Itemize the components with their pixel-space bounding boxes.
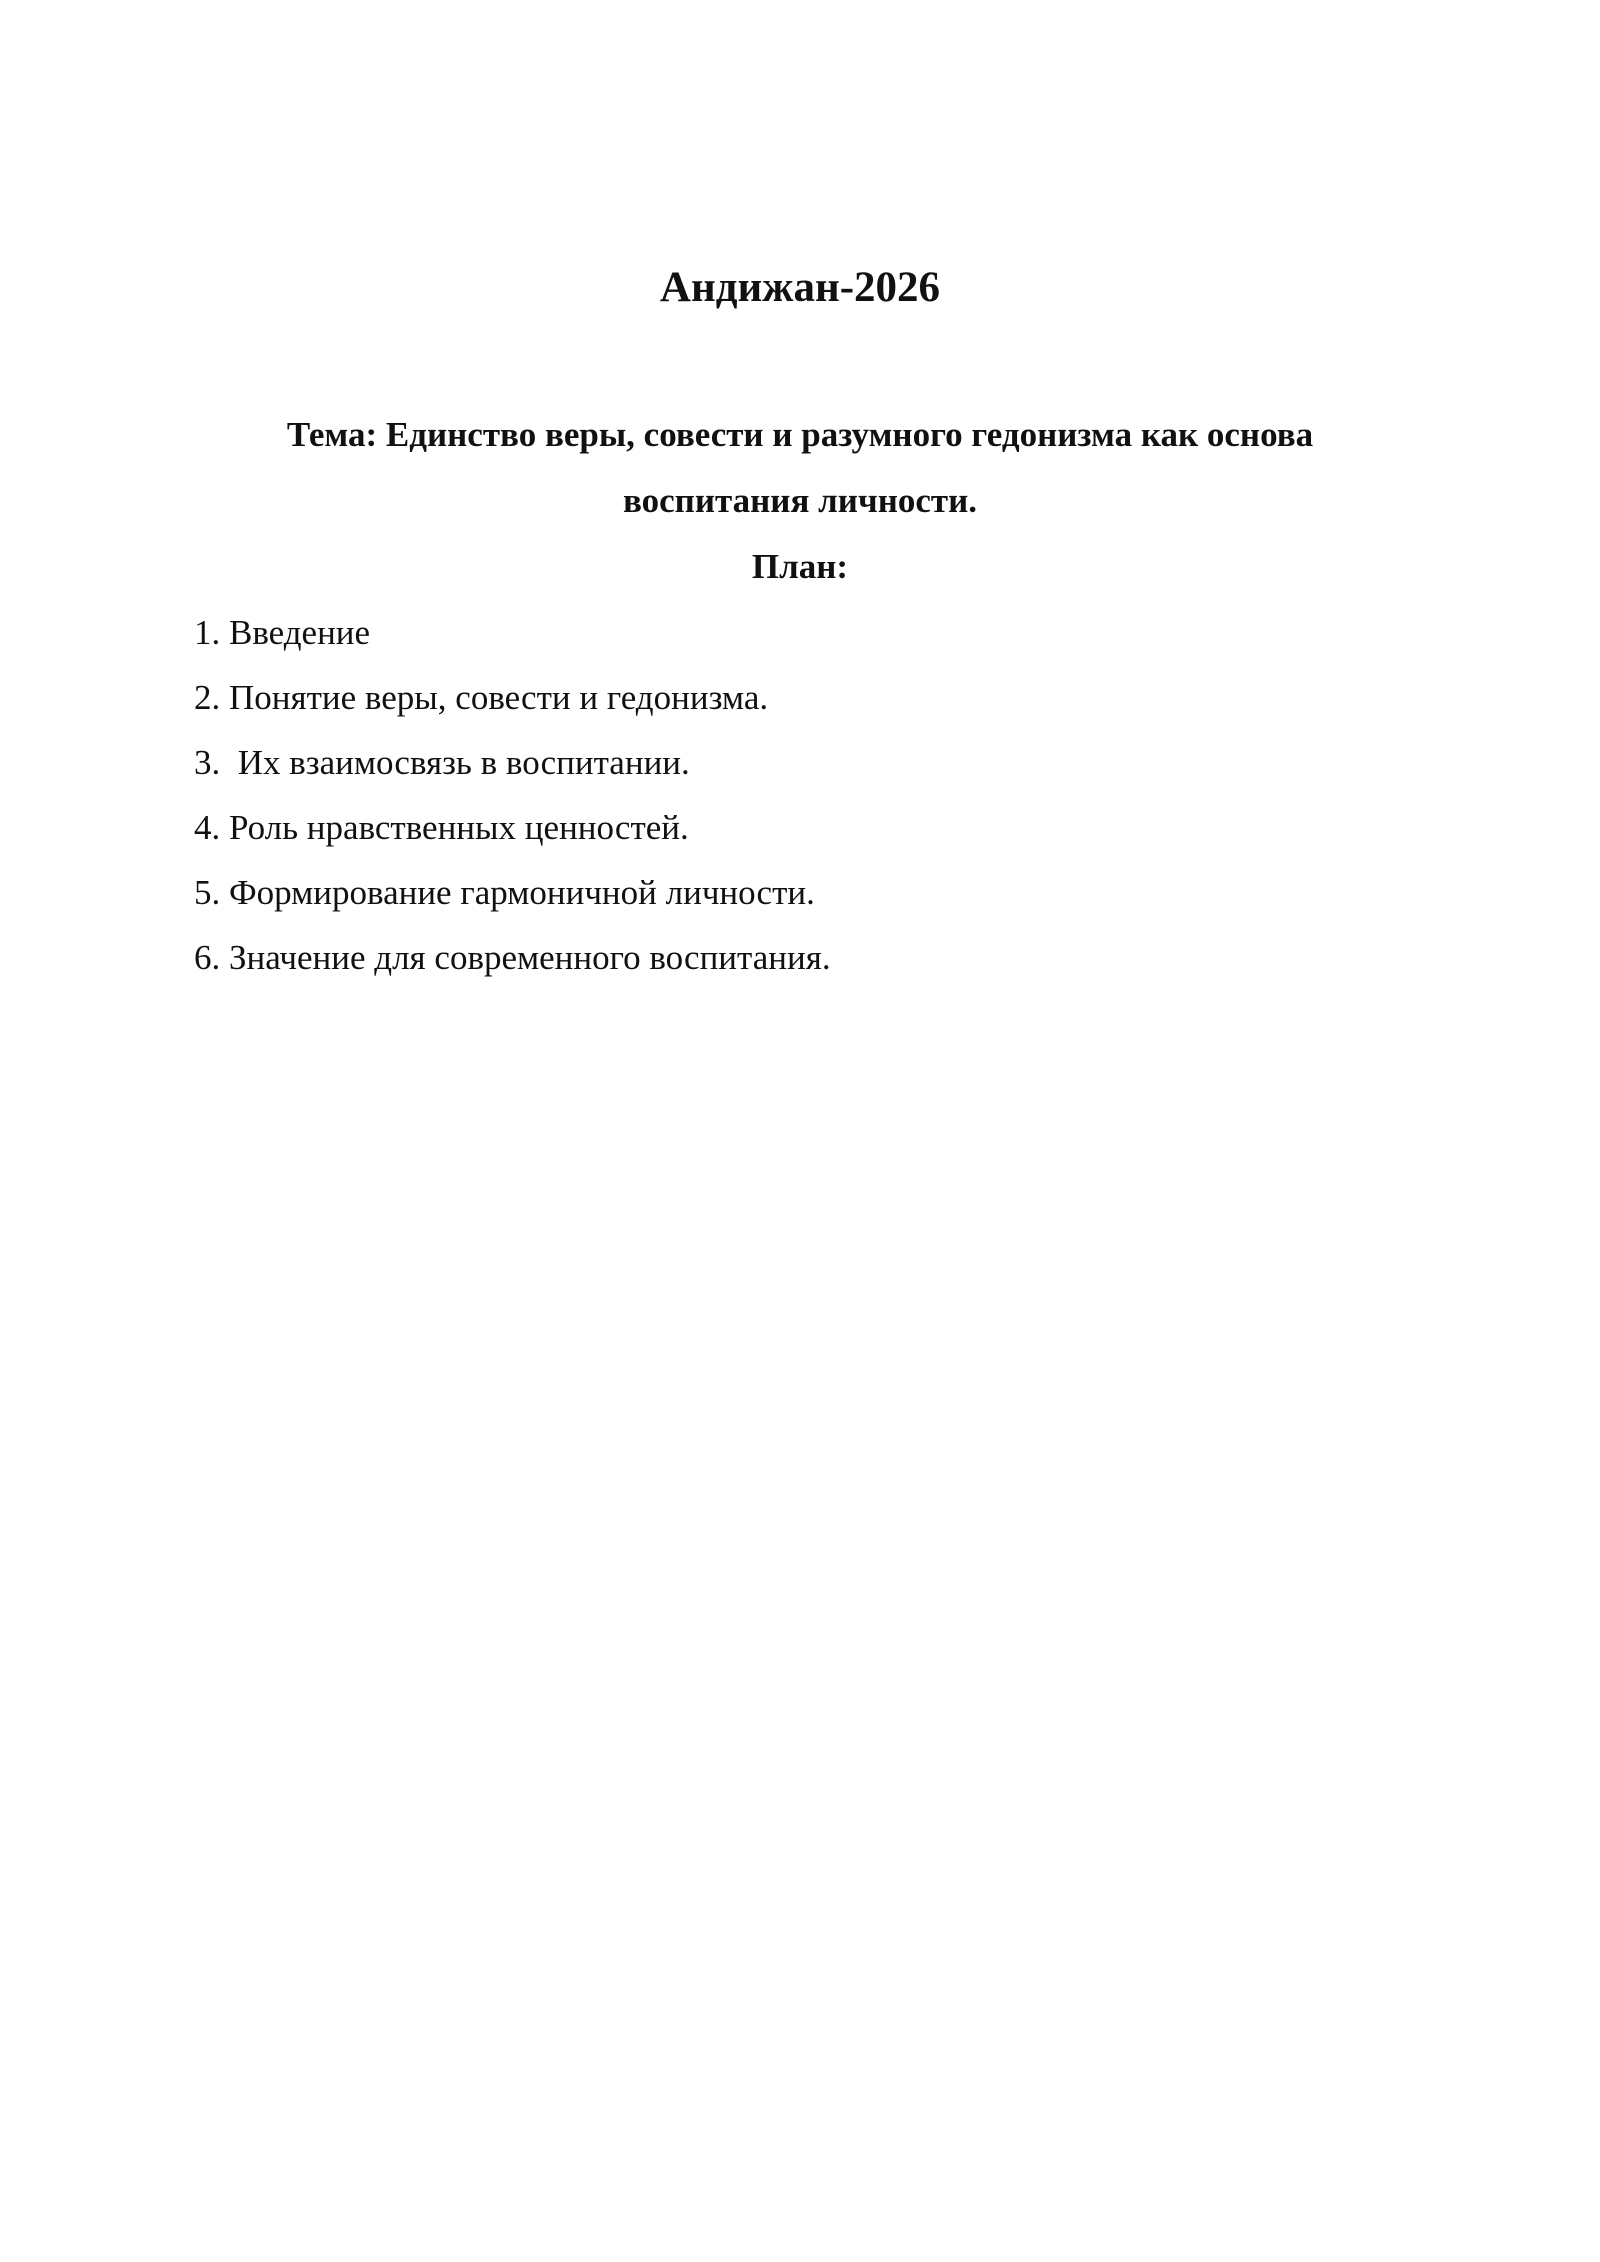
plan-item: 3. Их взаимосвязь в воспитании. bbox=[194, 743, 690, 782]
plan-item: 6. Значение для современного воспитания. bbox=[194, 938, 831, 977]
plan-item: 2. Понятие веры, совести и гедонизма. bbox=[194, 678, 769, 717]
plan-list bbox=[194, 600, 1394, 990]
city-year-heading: Андижан-2026 bbox=[659, 264, 941, 311]
topic-heading: Тема: Единство веры, совести и разумного гедонизма как основа воспитания личности. bbox=[286, 415, 1314, 520]
plan-item: 1. Введение bbox=[194, 613, 371, 652]
plan-item: 4. Роль нравственных ценностей. bbox=[194, 808, 689, 847]
plan-item: 5. Формирование гармоничной личности. bbox=[194, 873, 815, 912]
plan-title: План: bbox=[751, 547, 849, 586]
